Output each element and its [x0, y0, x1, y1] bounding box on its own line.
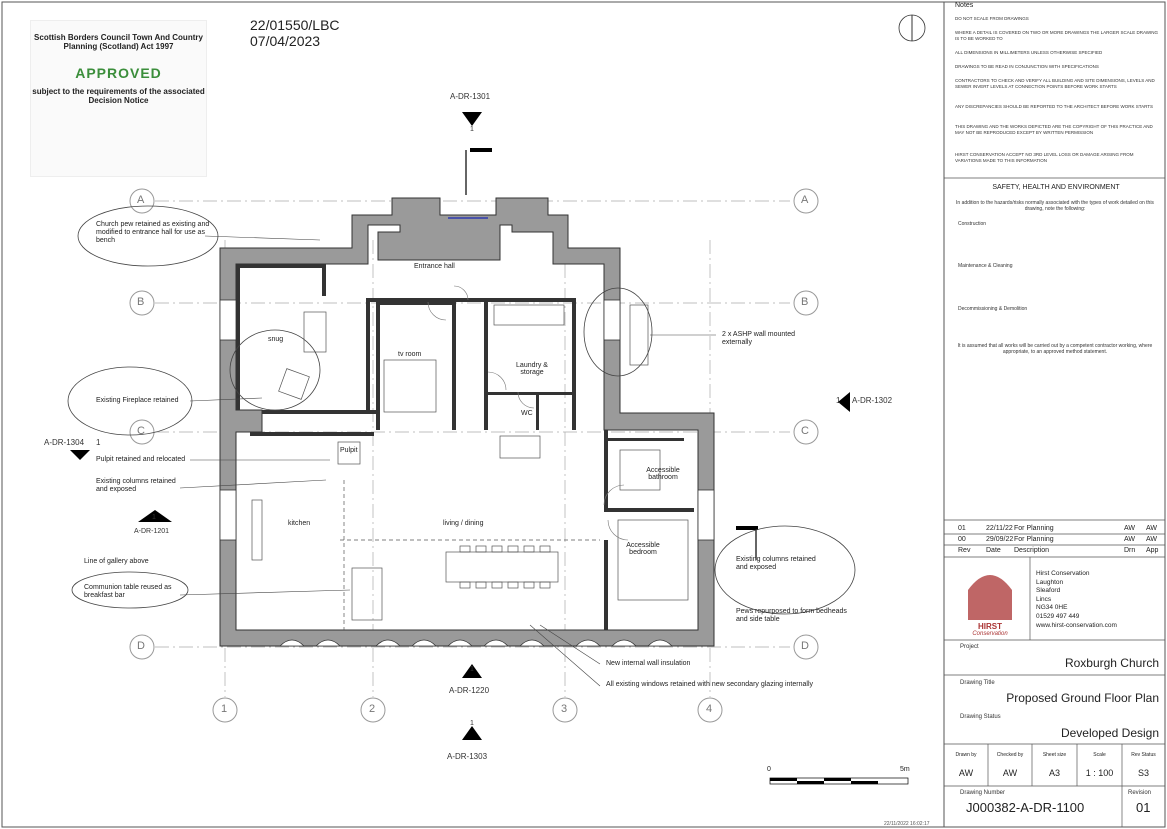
- grid-label-c: C: [137, 425, 145, 437]
- room-pulpit: Pulpit: [340, 447, 358, 454]
- grid-label-b: B: [137, 296, 145, 308]
- rev-header-app: App: [1146, 547, 1159, 554]
- furniture: [252, 305, 688, 630]
- note-item: HIRST CONSERVATION ACCEPT NO 3RD LEVEL LOSS OR DAMAGE ARISING FROM VARIATIONS MADE TO THIS INFORMATION: [955, 152, 1134, 163]
- revision-label: Revision: [1128, 790, 1152, 796]
- annotation-fireplace: Existing Fireplace retained: [96, 397, 179, 404]
- grid-label-a-right: A: [801, 194, 809, 206]
- section-ref-bottom2-num: 1: [470, 720, 474, 727]
- room-laundry: Laundry & storage: [516, 362, 548, 376]
- note-item: DRAWINGS TO BE READ IN CONJUNCTION WITH SPECIFICATIONS: [955, 64, 1099, 69]
- rev-app: AW: [1146, 536, 1158, 543]
- annotation-clouds: [68, 206, 855, 614]
- grid-label-d: D: [137, 640, 145, 652]
- grid-label-4: 4: [706, 703, 713, 715]
- scalebar-start: 0: [767, 766, 771, 773]
- room-snug: snug: [268, 336, 284, 343]
- section-ref-top: A-DR-1301: [450, 92, 491, 101]
- company-addr2: Sleaford: [1036, 587, 1061, 595]
- company-addr3: Lincs: [1036, 595, 1052, 603]
- grid-label-1: 1: [221, 703, 228, 715]
- sheet-label: Sheet size: [1042, 752, 1067, 758]
- note-item: ALL DIMENSIONS IN MILLIMETERS UNLESS OTHERWISE SPECIFIED: [955, 50, 1103, 55]
- note-item: THIS DRAWING AND THE WORKS DEPICTED ARE THE COPYRIGHT OF THIS PRACTICE AND MAY NOT BE REPRODUCED EXCEPT BY WRITTEN PERMISSION: [955, 124, 1153, 135]
- safety-maintenance: Maintenance & Cleaning: [958, 263, 1013, 269]
- annotation-pew: Church pew retained as existing and modified to entrance hall for use as bench: [96, 221, 210, 244]
- rev-date: 29/09/22: [986, 536, 1014, 543]
- rev-desc: For Planning: [1014, 536, 1054, 543]
- approval-stamp: [30, 20, 207, 177]
- drawn-label: Drawn by: [955, 752, 977, 758]
- company-logo-text: HIRST: [978, 622, 1002, 631]
- section-ref-bottom1-num: 1: [470, 666, 474, 673]
- reference-block: [250, 17, 340, 49]
- grid-label-2: 2: [369, 703, 376, 715]
- notes-title: Notes: [955, 2, 974, 9]
- safety-title: SAFETY, HEALTH AND ENVIRONMENT: [992, 184, 1120, 191]
- drawing-status-label: Drawing Status: [960, 714, 1001, 720]
- safety-intro: In addition to the hazards/risks normally associated with the types of work detailed on this drawing, note the following:: [956, 200, 1154, 212]
- annotation-pews: Pews repurposed to form bedheads and side table: [736, 608, 847, 623]
- project-label: Project: [960, 644, 979, 650]
- scale-label: Scale: [1093, 752, 1106, 758]
- section-ref-bottom2: A-DR-1303: [447, 752, 488, 761]
- rev-drn: AW: [1124, 536, 1136, 543]
- section-ref-top-num: 1: [470, 126, 474, 133]
- section-ref-detail: A-DR-1201: [134, 528, 170, 535]
- annotation-pulpit: Pulpit retained and relocated: [96, 456, 186, 463]
- company-name: Hirst Conservation: [1036, 570, 1090, 577]
- room-accessible-bedroom: Accessible bedroom: [626, 542, 660, 556]
- drawing-title-value: Proposed Ground Floor Plan: [1006, 691, 1159, 705]
- section-ref-left: A-DR-1304: [44, 438, 85, 447]
- room-entrance-hall: Entrance hall: [414, 263, 455, 270]
- drawing-title-label: Drawing Title: [960, 680, 995, 686]
- note-item: WHERE A DETAIL IS COVERED ON TWO OR MORE DRAWINGS THE LARGER SCALE DRAWING IS TO BE WORKED TO: [955, 30, 1159, 41]
- reference-date: 07/04/2023: [250, 33, 321, 49]
- rev-header-date: Date: [986, 547, 1001, 554]
- safety-footer: It is assumed that all works will be carried out by a competent contractor working, where appropriate, to an approved method statement.: [957, 343, 1153, 355]
- rev-drn: AW: [1124, 525, 1136, 532]
- stamp-conditions: subject to the requirements of the associated Decision Notice: [32, 87, 205, 105]
- room-living-dining: living / dining: [443, 520, 484, 527]
- grid-label-b-right: B: [801, 296, 809, 308]
- revision-value: 01: [1136, 800, 1151, 815]
- room-accessible-bathroom: Accessible bathroom: [646, 467, 680, 481]
- annotation-columns-right: Existing columns retained and exposed: [736, 556, 816, 571]
- scale-value: 1 : 100: [1085, 768, 1114, 778]
- annotation-insulation: New internal wall insulation: [606, 660, 691, 667]
- company-addr4: NG34 0HE: [1036, 604, 1068, 612]
- company-phone: 01529 497 449: [1036, 612, 1080, 620]
- section-ref-right-num: 1: [836, 396, 841, 405]
- section-ref-detail-num: 1: [152, 514, 156, 521]
- company-logo-sub: Conservation: [972, 631, 1008, 637]
- rev-header-desc: Description: [1014, 547, 1050, 554]
- stamp-authority: Scottish Borders Council Town And Country Planning (Scotland) Act 1997: [34, 33, 203, 51]
- annotation-windows: All existing windows retained with new secondary glazing internally: [606, 681, 813, 688]
- drawing-status-value: Developed Design: [1060, 726, 1159, 740]
- stamp-status: APPROVED: [75, 65, 162, 81]
- scale-bar: [770, 778, 908, 784]
- checked-label: Checked by: [996, 752, 1024, 758]
- safety-decommissioning: Decommissioning & Demolition: [958, 306, 1028, 312]
- company-logo-icon: [968, 575, 1012, 620]
- revstatus-label: Rev Status: [1131, 752, 1156, 758]
- drawing-number-value: J000382-A-DR-1100: [966, 800, 1085, 815]
- note-item: ANY DISCREPANCIES SHOULD BE REPORTED TO THE ARCHITECT BEFORE WORK STARTS: [955, 104, 1154, 109]
- room-tv: tv room: [398, 351, 422, 358]
- footer-timestamp: 22/11/2022 16:02:17: [884, 821, 930, 827]
- rev-app: AW: [1146, 525, 1158, 532]
- rev-desc: For Planning: [1014, 525, 1054, 532]
- company-addr1: Laughton: [1036, 578, 1064, 586]
- rev-number: 01: [958, 525, 966, 532]
- scalebar-end: 5m: [900, 766, 910, 773]
- note-item: CONTRACTORS TO CHECK AND VERIFY ALL BUILDING AND SITE DIMENSIONS, LEVELS AND SEWER INVERT LEVELS AT CONNECTION POINTS BEFORE WORK STARTS: [955, 78, 1155, 89]
- drawing-number-label: Drawing Number: [960, 790, 1006, 796]
- room-wc: WC: [521, 410, 533, 417]
- grid-label-a: A: [137, 194, 145, 206]
- annotation-communion: Communion table reused as breakfast bar: [84, 584, 172, 599]
- section-ref-bottom1: A-DR-1220: [449, 686, 490, 695]
- project-value: Roxburgh Church: [1064, 656, 1159, 670]
- interior-walls: [236, 264, 694, 630]
- drawn-value: AW: [958, 768, 974, 778]
- rev-date: 22/11/22: [986, 525, 1013, 532]
- revstatus-value: S3: [1137, 768, 1149, 778]
- room-kitchen: kitchen: [288, 520, 311, 527]
- section-ref-right: A-DR-1302: [852, 396, 893, 405]
- rev-number: 00: [958, 536, 966, 543]
- grid-lines: [155, 201, 790, 697]
- annotation-columns-left: Existing columns retained and exposed: [96, 478, 176, 493]
- grid-label-3: 3: [561, 703, 568, 715]
- checked-value: AW: [1002, 768, 1018, 778]
- annotation-gallery: Line of gallery above: [84, 558, 149, 565]
- grid-label-c-right: C: [801, 425, 809, 437]
- annotation-ashp: 2 x ASHP wall mounted externally: [722, 331, 796, 346]
- reference-number: 22/01550/LBC: [250, 17, 340, 33]
- company-web: www.hirst-conservation.com: [1036, 621, 1117, 629]
- safety-construction: Construction: [958, 221, 987, 227]
- sheet-value: A3: [1048, 768, 1060, 778]
- section-ref-left-num: 1: [96, 438, 101, 447]
- grid-label-d-right: D: [801, 640, 809, 652]
- rev-header-rev: Rev: [958, 547, 971, 554]
- note-item: DO NOT SCALE FROM DRAWINGS: [955, 16, 1029, 21]
- north-arrow-icon: [899, 15, 925, 41]
- rev-header-drn: Drn: [1124, 547, 1136, 554]
- company-details: [1036, 570, 1117, 630]
